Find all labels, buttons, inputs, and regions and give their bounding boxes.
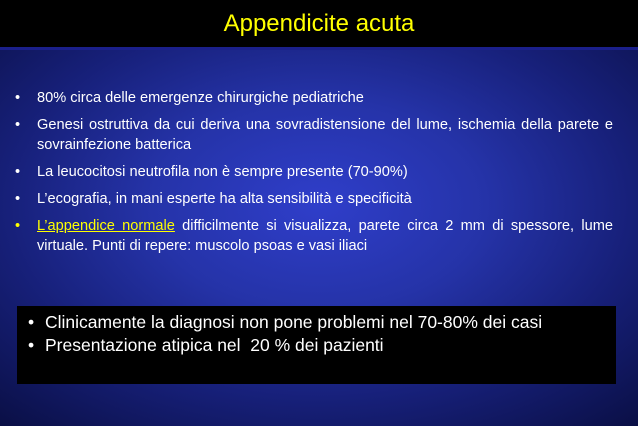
summary-text: Clinicamente la diagnosi non pone problemi nel 70-80% dei casi [45, 312, 543, 332]
bullet-text: L’ecografia, in mani esperte ha alta sensibilità e specificità [37, 191, 412, 207]
bullet-list [0, 88, 638, 263]
summary-box [17, 306, 616, 384]
slide-title: Appendicite acuta [223, 10, 415, 37]
summary-item [28, 335, 606, 355]
bullet-item [0, 115, 638, 155]
bullet-text: difficilmente si visualizza, parete circa 2 mm di spessore, lume virtuale. Punti di repere: muscolo psoas e vasi iliaci [37, 218, 613, 254]
bullet-dot: • [15, 90, 21, 106]
bullet-text: 80% circa delle emergenze chirurgiche pediatriche [37, 90, 364, 106]
bullet-dot: • [15, 191, 21, 207]
bullet-dot: • [15, 164, 21, 180]
bullet-item [0, 189, 638, 209]
bullet-item [0, 88, 638, 108]
title-bar [0, 0, 638, 50]
bullet-text: Genesi ostruttiva da cui deriva una sovradistensione del lume, ischemia della parete e sovrainfezione batterica [37, 117, 613, 153]
bullet-item-highlighted [0, 216, 638, 256]
bullet-dot: • [15, 218, 21, 234]
summary-text: Presentazione atipica nel 20 % dei pazienti [45, 335, 384, 355]
highlighted-term: L’appendice normale [37, 218, 175, 234]
bullet-dot: • [28, 312, 35, 332]
summary-item [28, 312, 606, 332]
bullet-item [0, 162, 638, 182]
bullet-dot: • [28, 335, 35, 355]
bullet-dot: • [15, 117, 21, 133]
bullet-text: La leucocitosi neutrofila non è sempre presente (70-90%) [37, 164, 408, 180]
